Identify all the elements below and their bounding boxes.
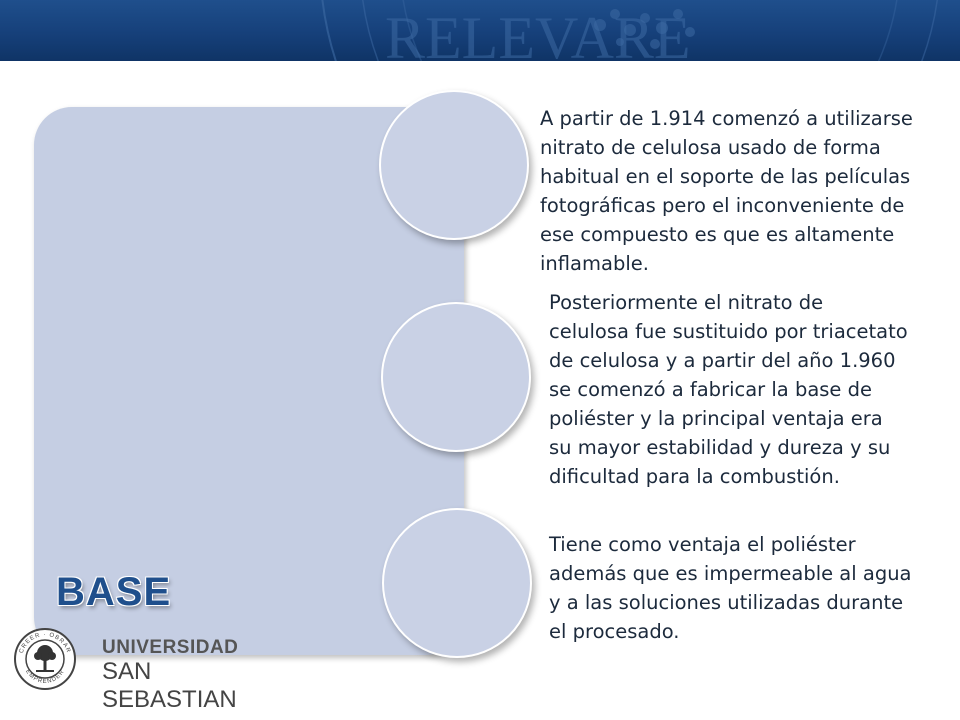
decorative-circle-2 [381,302,531,452]
banner-watermark [0,0,960,61]
decorative-circle-3 [382,508,532,658]
svg-text:CREER · OBRAR: CREER · OBRAR [18,631,72,655]
paragraph-polyester: Tiene como ventaja el poliéster además que es impermeable al agua y a las soluciones utilizadas durante el procesado. [549,533,912,643]
banner-watermark-text: RELEVARE [385,5,691,61]
logo-line-university: UNIVERSIDAD [102,637,239,658]
paragraph-triacetate: Posteriormente el nitrato de celulosa fue sustituido por triacetato de celulosa y a partir del año 1.960 se comenzó a fabricar la base de poliéster y la principal ventaja era su mayor estabilidad y dureza y su dificultad para la combustión. [549,291,908,488]
decorative-circle-1 [379,90,529,240]
slide-title: BASE [56,570,172,614]
seal-icon [14,628,76,690]
svg-text:EMPRENDER: EMPRENDER [24,668,66,686]
paragraph-nitrate: A partir de 1.914 comenzó a utilizarse nitrato de celulosa usado de forma habitual en el soporte de las películas fotográficas pero el inconveniente de ese compuesto es que es altamente inflamable. [540,107,913,275]
logo-line-name: SAN SEBASTIAN [102,658,237,713]
header-banner [0,0,960,61]
university-logo [14,628,254,713]
